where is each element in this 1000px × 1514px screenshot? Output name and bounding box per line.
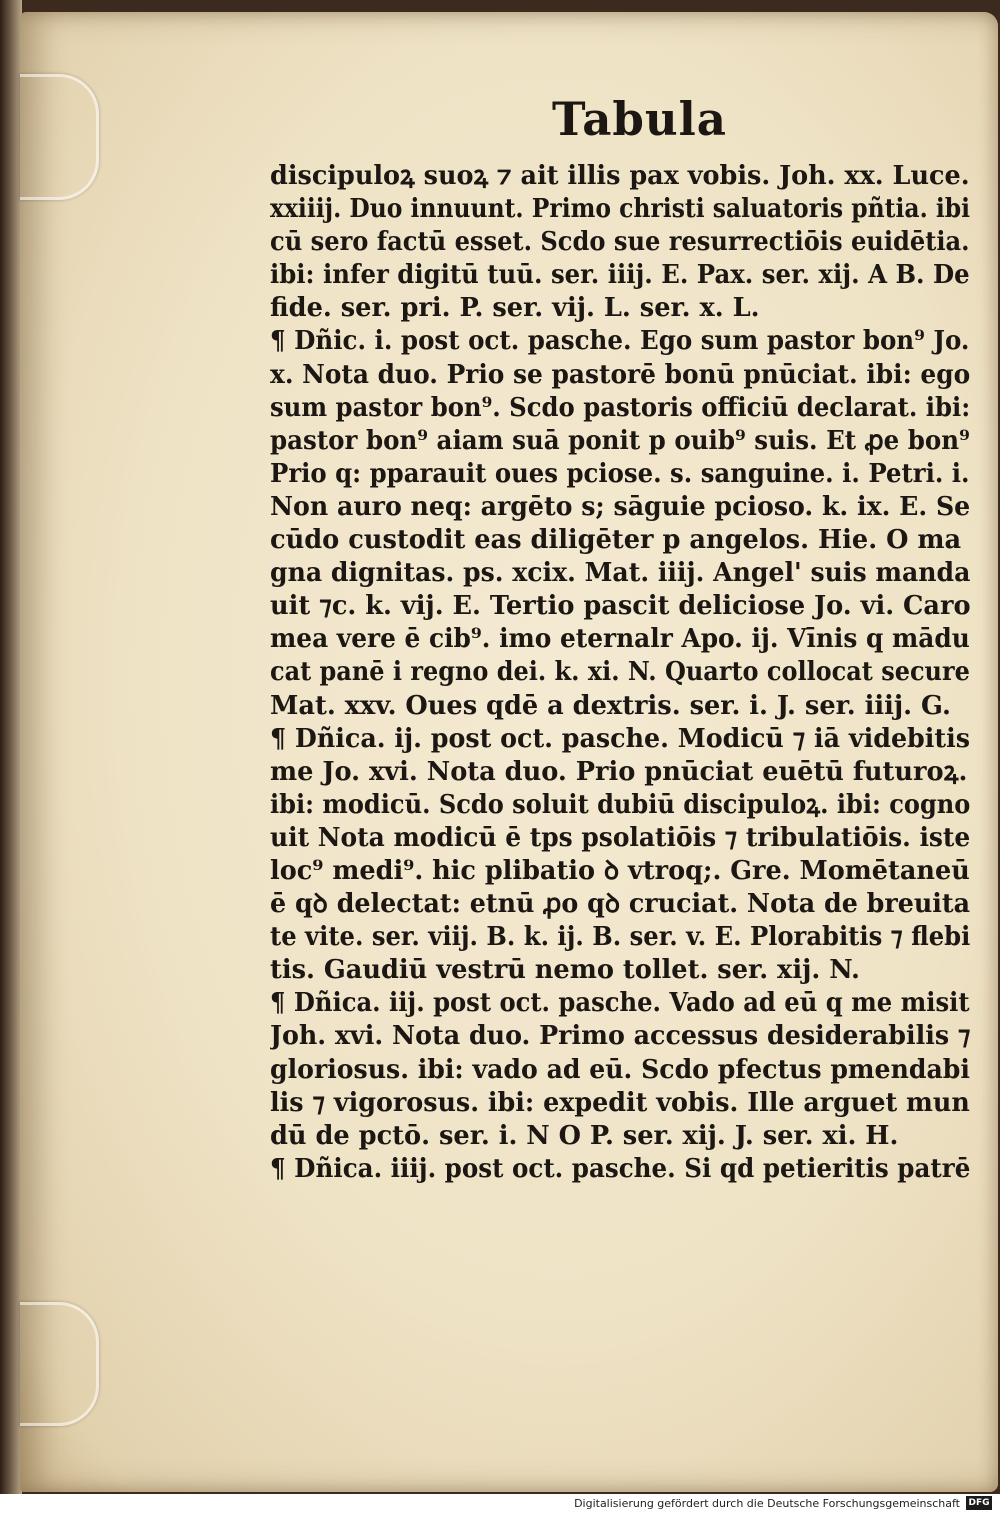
text-line: uit Nota modicū ē tps psolatiōis ⁊ tribulatiōis. iste [270, 822, 971, 853]
text-line: gna dignitas. ps. xcix. Mat. iiij. Angel' suis manda [270, 558, 971, 589]
binding-thread-bottom [20, 1302, 99, 1426]
text-line: loc⁹ medi⁹. hic plibatio ꝺ vtroq;. Gre. Momētaneū [270, 855, 970, 886]
text-line: lis ⁊ vigorosus. ibi: expedit vobis. Ille arguet mun [270, 1087, 970, 1118]
running-title: Tabula [552, 92, 727, 146]
text-line: tis. Gaudiū vestrū nemo tollet. ser. xij. N. [270, 955, 860, 986]
text-line: Prio q: pparauit oues pciose. s. sanguine. i. Petri. i. [270, 458, 970, 489]
text-line: cūdo custodit eas diligēter p angelos. Hie. O ma [270, 525, 962, 556]
text-line: gloriosus. ibi: vado ad eū. Scdo pfectus pmendabi [270, 1054, 970, 1085]
text-line: te vite. ser. viij. B. k. ij. B. ser. v. E. Plorabitis ⁊ flebi [270, 922, 971, 953]
text-line: fide. ser. pri. P. ser. vij. L. ser. x. L. [270, 293, 760, 324]
text-line: ibi: infer digitū tuū. ser. iiij. E. Pax. ser. xij. A B. De [270, 260, 970, 291]
text-line: Joh. xvi. Nota duo. Primo accessus desiderabilis ⁊ [270, 1021, 971, 1052]
text-block [270, 160, 980, 1240]
binding-thread-top [20, 74, 99, 200]
text-line: Non auro neq: argēto s; sāguie pcioso. k. ix. E. Se [270, 491, 971, 522]
text-line: me Jo. xvi. Nota duo. Prio pnūciat euētū futuroꝝ. [270, 756, 968, 787]
text-line: x. Nota duo. Prio se pastorē bonū pnūciat. ibi: ego [270, 359, 971, 390]
text-line: pastor bon⁹ aiam suā ponit p ouib⁹ suis. Et ꝓe bon⁹ [270, 425, 970, 456]
dfg-logo: DFG [966, 1496, 992, 1510]
text-line: Mat. xxv. Oues qdē a dextris. ser. i. J. ser. iiij. G. [270, 690, 951, 721]
text-line: ē qꝺ delectat: etnū ꝓo qꝺ cruciat. Nota de breuita [270, 889, 971, 920]
text-line: ¶ Dñica. iij. post oct. pasche. Vado ad eū q me misit [270, 988, 970, 1019]
text-line: uit ⁊c. k. vij. E. Tertio pascit deliciose Jo. vi. Caro [270, 591, 971, 622]
footer-credit: Digitalisierung gefördert durch die Deutsche Forschungsgemeinschaft [574, 1497, 960, 1510]
text-line: ¶ Dñica. ij. post oct. pasche. Modicū ⁊ iā videbitis [270, 723, 970, 754]
text-line: sum pastor bon⁹. Scdo pastoris officiū declarat. ibi: [270, 392, 971, 423]
text-line: ibi: modicū. Scdo soluit dubiū discipuloꝝ. ibi: cogno [270, 789, 971, 820]
text-line: cū sero factū esset. Scdo sue resurrectiōis euidētia. [270, 227, 970, 258]
text-line: ¶ Dñic. i. post oct. pasche. Ego sum pastor bon⁹ Jo. [270, 326, 970, 357]
text-line: mea vere ē cib⁹. imo eternalr Apo. ij. Vīnis q mādu [270, 624, 970, 655]
text-line: cat panē i regno dei. k. xi. N. Quarto collocat secure [270, 657, 970, 688]
text-line: dū de pctō. ser. i. N O P. ser. xij. J. ser. xi. H. [270, 1120, 899, 1151]
text-line: xxiiij. Duo innuunt. Primo christi saluatoris pñtia. ibi [270, 194, 971, 225]
text-line: discipuloꝝ suoꝝ ⁊ ait illis pax vobis. Joh. xx. Luce. [270, 161, 970, 191]
book-binding-edge [0, 0, 22, 1494]
text-line: ¶ Dñica. iiij. post oct. pasche. Si qd petieritis patrē [270, 1153, 971, 1184]
